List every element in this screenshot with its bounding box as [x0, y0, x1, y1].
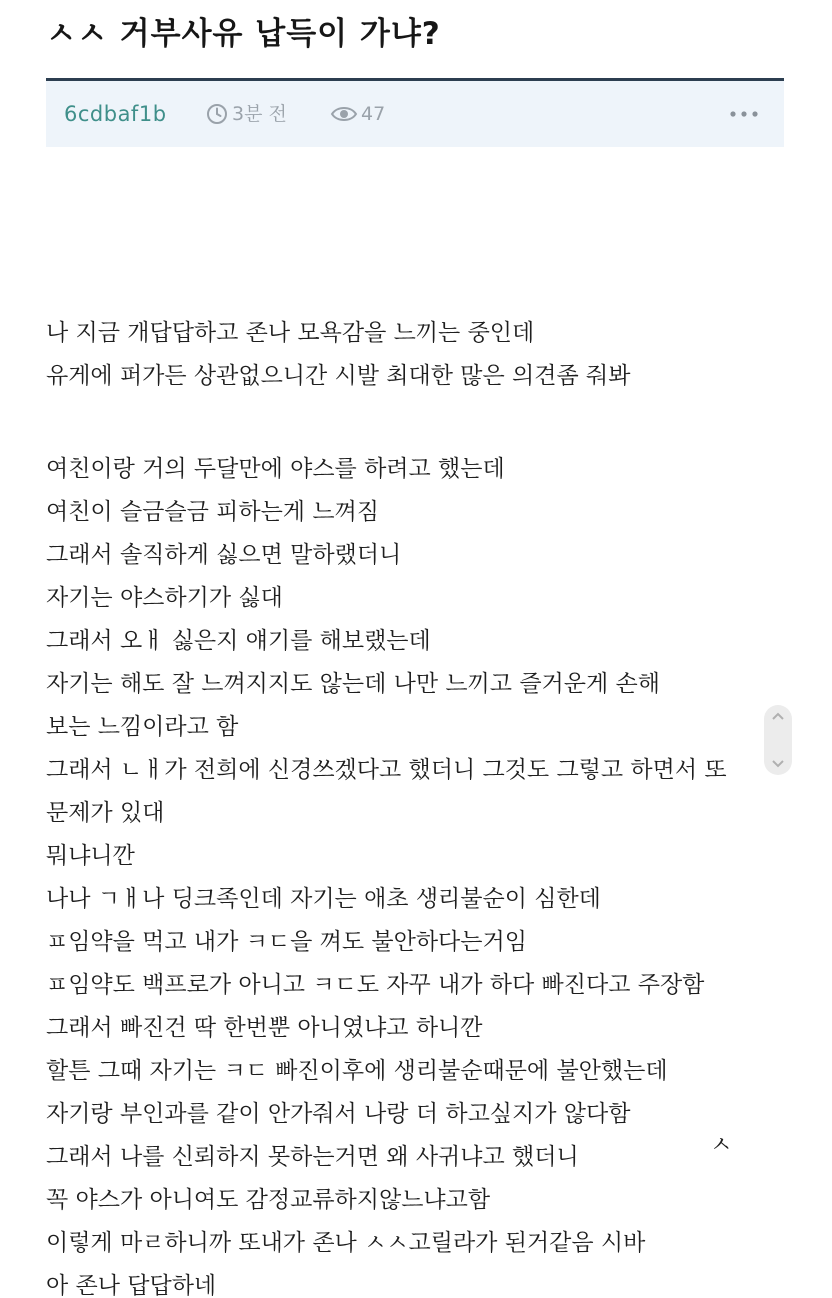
body-line: 이렇게 마ㄹ하니까 또내가 존나 ㅅㅅ고릴라가 된거같음 시바	[46, 1230, 646, 1256]
body-line: 여친이랑 거의 두달만에 야스를 하려고 했는데	[46, 456, 505, 482]
body-line: 문제가 있대	[46, 800, 165, 826]
body-line: 유게에 퍼가든 상관없으니간 시발 최대한 많은 의견좀 줘봐	[46, 363, 631, 389]
more-dots-icon	[728, 110, 760, 118]
body-line: 보는 느낌이라고 함	[46, 714, 239, 740]
view-count	[329, 102, 385, 126]
post-meta-bar	[46, 78, 784, 147]
more-options-button[interactable]	[726, 99, 762, 129]
post-body	[46, 312, 786, 1298]
post-time	[204, 102, 287, 126]
body-line: 자기는 해도 잘 느껴지지도 않는데 나만 느끼고 즐거운게 손해	[46, 671, 660, 697]
body-line: 그래서 ㄴㅐ가 전희에 신경쓰겠다고 했더니 그것도 그렇고 하면서 또	[46, 757, 727, 783]
body-line: 그래서 오ㅐ 싫은지 얘기를 해보랬는데	[46, 628, 431, 654]
body-line: ㅍ임약도 백프로가 아니고 ㅋㄷ도 자꾸 내가 하다 빠진다고 주장함	[46, 972, 705, 998]
author-name[interactable]: 6cdbaf1b	[64, 102, 167, 126]
body-line: ㅍ임약을 먹고 내가 ㅋㄷ을 껴도 불안하다는거임	[46, 929, 527, 955]
chevron-up-icon[interactable]	[771, 711, 785, 721]
body-line: 아 존나 답답하네	[46, 1273, 217, 1298]
scroll-handle[interactable]	[764, 705, 792, 775]
body-line: 자기는 야스하기가 싫대	[46, 585, 283, 611]
body-line: 여친이 슬금슬금 피하는게 느껴짐	[46, 499, 379, 525]
body-line: 그래서 빠진건 딱 한번뿐 아니였냐고 하니깐	[46, 1015, 483, 1041]
views-text: 47	[361, 103, 386, 125]
eye-icon	[329, 102, 359, 126]
body-line-blank	[46, 398, 786, 448]
post-title: ㅅㅅ 거부사유 납득이 가냐?	[46, 16, 441, 52]
body-line: 꼭 야스가 아니여도 감정교류하지않느냐고함	[46, 1187, 491, 1213]
clock-icon	[204, 102, 230, 126]
body-line: 그래서 솔직하게 싫으면 말하랬더니	[46, 542, 402, 568]
stray-character: ㅅ	[710, 1132, 733, 1158]
body-line: 그래서 나를 신뢰하지 못하는거면 왜 사귀냐고 했더니	[46, 1144, 579, 1170]
body-line: 나나 ㄱㅐ나 딩크족인데 자기는 애초 생리불순이 심한데	[46, 886, 601, 912]
body-line: 할튼 그때 자기는 ㅋㄷ 빠진이후에 생리불순때문에 불안했는데	[46, 1058, 668, 1084]
time-ago-text: 3분 전	[232, 103, 287, 125]
body-line: 나 지금 개답답하고 존나 모욕감을 느끼는 중인데	[46, 320, 535, 346]
body-line: 뭐냐니깐	[46, 843, 135, 869]
chevron-down-icon[interactable]	[771, 759, 785, 769]
body-line: 자기랑 부인과를 같이 안가줘서 나랑 더 하고싶지가 않다함	[46, 1101, 631, 1127]
